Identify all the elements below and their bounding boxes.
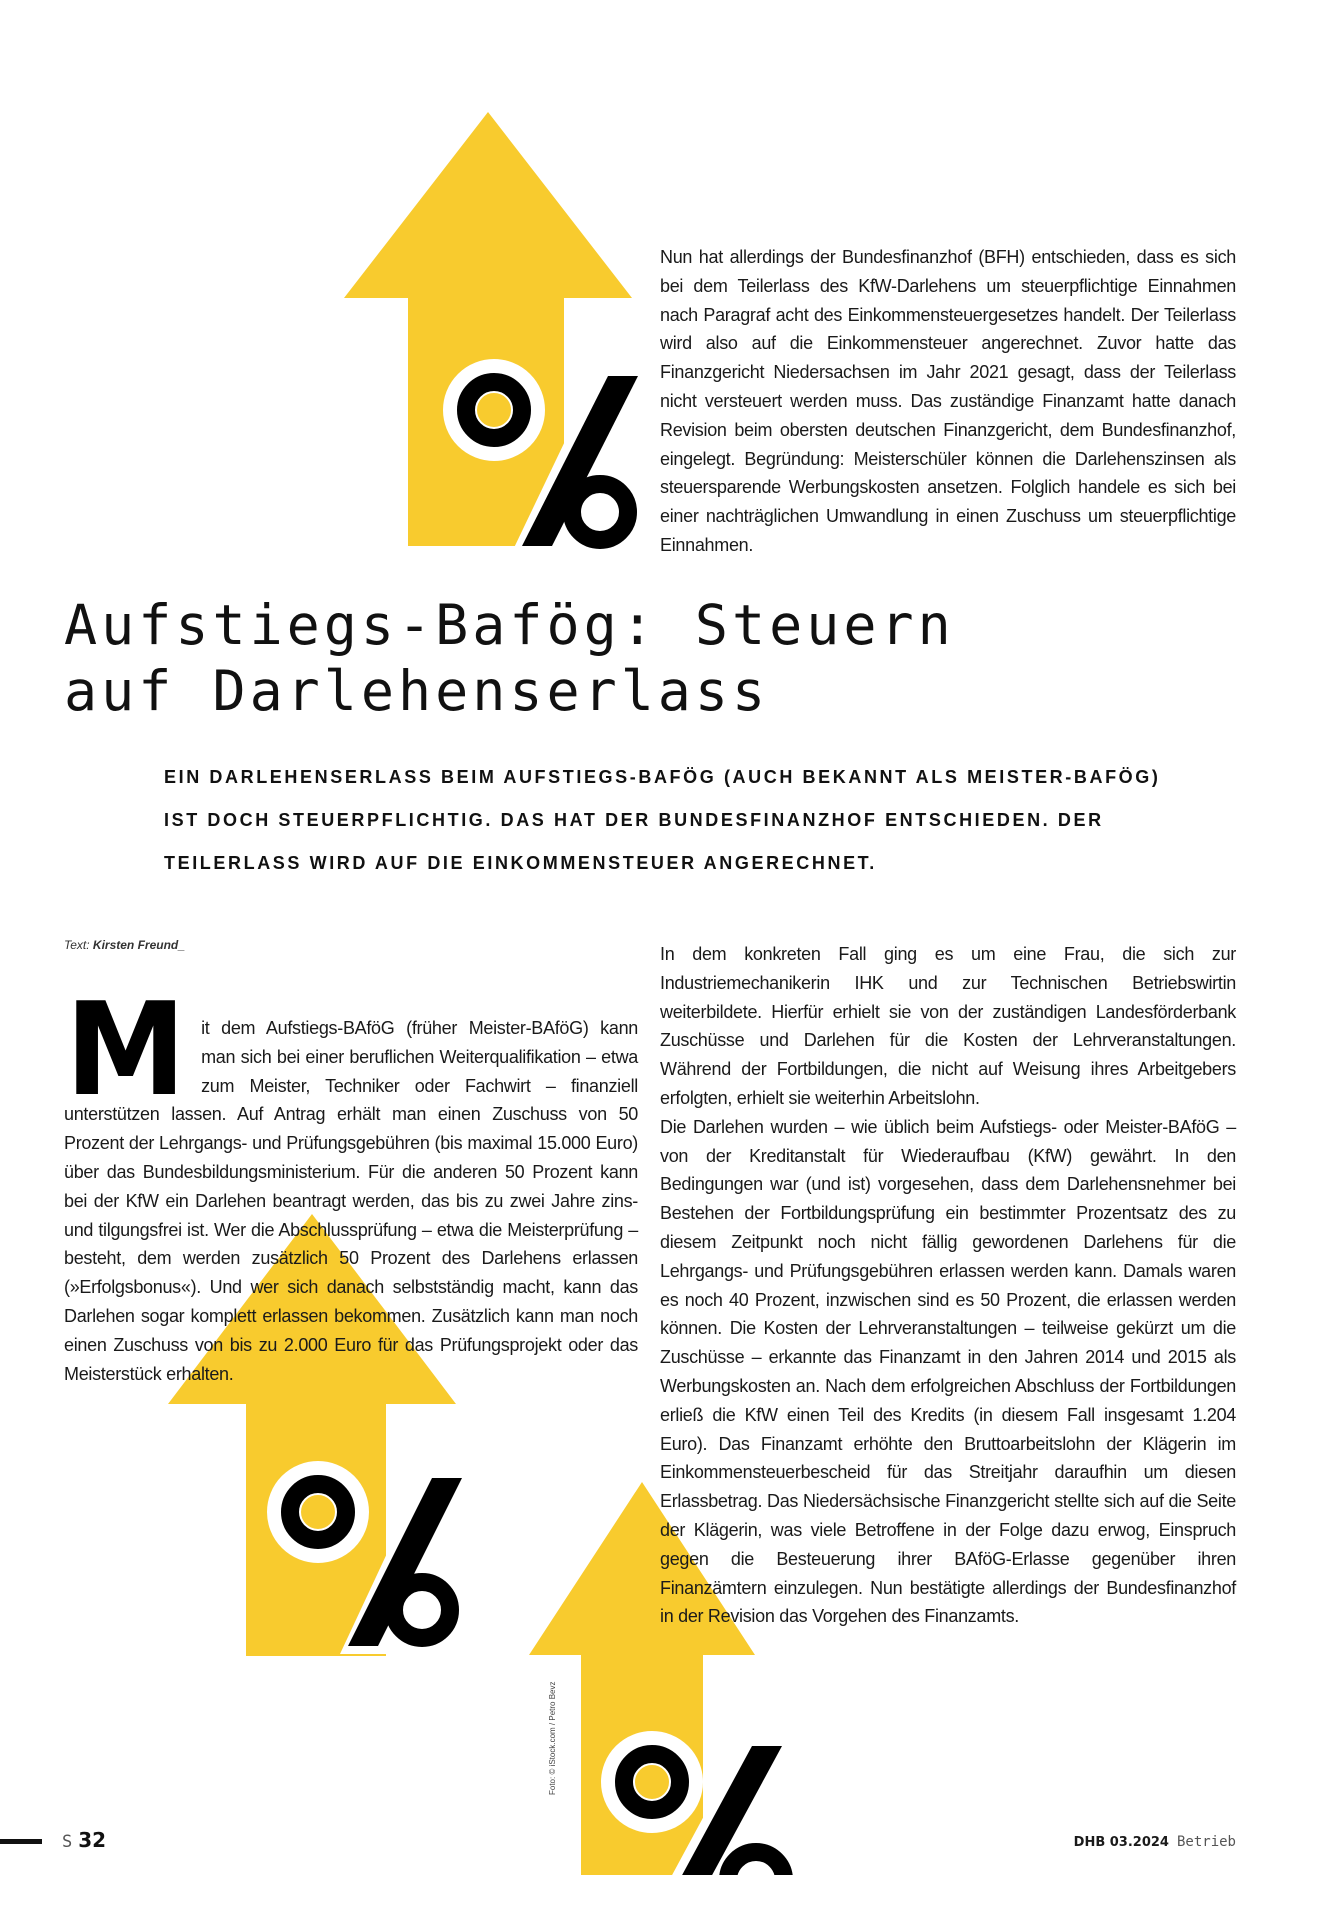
footer-issue bbox=[1074, 1834, 1236, 1850]
section-name: Betrieb bbox=[1176, 1834, 1236, 1850]
lead-line: TEILERLASS WIRD AUF DIE EINKOMMENSTEUER ANGERECHNET. bbox=[164, 853, 877, 873]
drop-cap: M bbox=[65, 976, 186, 1125]
photo-credit: Foto: © iStock.com / Petro Bevz bbox=[548, 1681, 557, 1795]
lead-line: EIN DARLEHENSERLASS BEIM AUFSTIEGS-BAFÖG (AUCH BEKANNT ALS MEISTER-BAFÖG) bbox=[164, 767, 1161, 787]
arrow-percent-icon bbox=[344, 112, 648, 552]
article-title bbox=[64, 592, 955, 724]
paragraph-text: Die Darlehen wurden – wie üblich beim Aufstiegs- oder Meister-BAföG – von der Kreditanstalt für Wiederaufbau (KfW) gewährt. In den Bedingungen war (und ist) vorgesehen, dass dem Darlehensnehmer bei Bestehen der Fortbildungsprüfung ein bestimmter Prozentsatz des zu diesem Zeitpunkt noch nicht fällig gewordenen Darlehens für die Lehrgangs- und Prüfungsgebühren erlassen werden kann. Damals waren es noch 40 Prozent, inzwischen sind es 50 Prozent, die erlassen werden können. Die Kosten der Lehrveranstaltungen – teilweise gekürzt um die Zuschüsse – erkannte das Finanzamt in den Jahren 2014 und 2015 als Werbungskosten an. Nach dem erfolgreichen Abschluss der Fortbildungen erließ die KfW einen Teil des Kredits (in diesem Fall insgesamt 1.204 Euro). Das Finanzamt erhöhte den Bruttoarbeitslohn der Klägerin im Einkommensteuerbescheid für das Streitjahr daraufhin um diesen Erlassbetrag. Das Niedersächsische Finanzgericht stellte sich auf die Seite der Klägerin, was viele Betroffene in der Folge dazu erwog, Einspruch gegen die Besteuerung ihrer BAföG-Erlasse gegenüber ihren Finanzämtern einzulegen. Nun bestätigte allerdings der Bundesfinanzhof in der Revision das Vorgehen des Finanzamts. bbox=[660, 1116, 1236, 1627]
right-column bbox=[660, 940, 1236, 1913]
lead-line: IST DOCH STEUERPFLICHTIG. DAS HAT DER BUNDESFINANZHOF ENTSCHIEDEN. DER bbox=[164, 810, 1104, 830]
byline bbox=[64, 938, 185, 952]
intro-paragraph bbox=[660, 243, 1236, 560]
page-number bbox=[62, 1828, 106, 1853]
paragraph-text: Nun hat allerdings der Bundesfinanzhof (BFH) entschieden, dass es sich bei dem Teilerlass des KfW-Darlehens um steuerpflichtige Einnahmen nach Paragraf acht des Einkommensteuergesetzes handelt. Der Teilerlass wird also auf die Einkommensteuer angerechnet. Zuvor hatte das Finanzgericht Niedersachsen im Jahr 2021 gesagt, dass der Teilerlass nicht versteuert werden muss. Das zuständige Finanzamt hatte danach Revision beim obersten deutschen Finanzgericht, dem Bundesfinanzhof, eingelegt. Begründung: Meisterschüler können die Darlehenszinsen als steuersparende Werbungskosten ansetzen. Folglich handele es sich bei einer nachträglichen Umwandlung in einen Zuschuss um steuerpflichtige Einnahmen. bbox=[660, 247, 1236, 555]
paragraph-text: In dem konkreten Fall ging es um eine Frau, die sich zur Industriemechanikerin IHK und zur Technischen Betriebswirtin weiterbildete. Hierfür erhielt sie von der zuständigen Landesförderbank Zuschüsse und Darlehen für die Kosten der Lehrveranstaltungen. Während der Fortbildungen, die nicht auf Weisung ihres Arbeitgebers erfolgten, erhielt sie weiterhin Arbeitslohn. bbox=[660, 944, 1236, 1108]
footer-rule bbox=[0, 1839, 42, 1844]
byline-label: Text: bbox=[64, 938, 90, 952]
page-number-value: 32 bbox=[78, 1828, 107, 1852]
article-lead bbox=[164, 756, 1160, 885]
title-line: auf Darlehenserlass bbox=[64, 659, 770, 723]
byline-author: Kirsten Freund_ bbox=[92, 938, 185, 952]
title-line: Aufstiegs-Bafög: Steuern bbox=[64, 593, 955, 657]
magazine-issue: DHB 03.2024 bbox=[1073, 1835, 1169, 1850]
left-column bbox=[64, 976, 638, 1388]
paragraph-text: it dem Aufstiegs-BAföG (früher Meister-BAföG) kann man sich bei einer beruflichen Weiterqualifikation – etwa zum Meister, Techniker oder Fachwirt – finanziell unterstützen lassen. Auf Antrag erhält man einen Zuschuss von 50 Prozent der Lehrgangs- und Prüfungsgebühren (bis maximal 15.000 Euro) über das Bundesbildungsministerium. Für die anderen 50 Prozent kann bei der KfW ein Darlehen beantragt werden, das bis zu zwei Jahre zins- und tilgungsfrei ist. Wer die Abschlussprüfung – etwa die Meisterprüfung – besteht, dem werden zusätzlich 50 Prozent des Darlehens erlassen (»Erfolgsbonus«). Und wer sich danach selbstständig macht, kann das Darlehen sogar komplett erlassen bekommen. Zusätzlich kann man noch einen Zuschuss von bis zu 2.000 Euro für das Prüfungsprojekt oder das Meisterstück erhalten. bbox=[64, 1018, 638, 1384]
page-prefix: S bbox=[62, 1832, 73, 1852]
